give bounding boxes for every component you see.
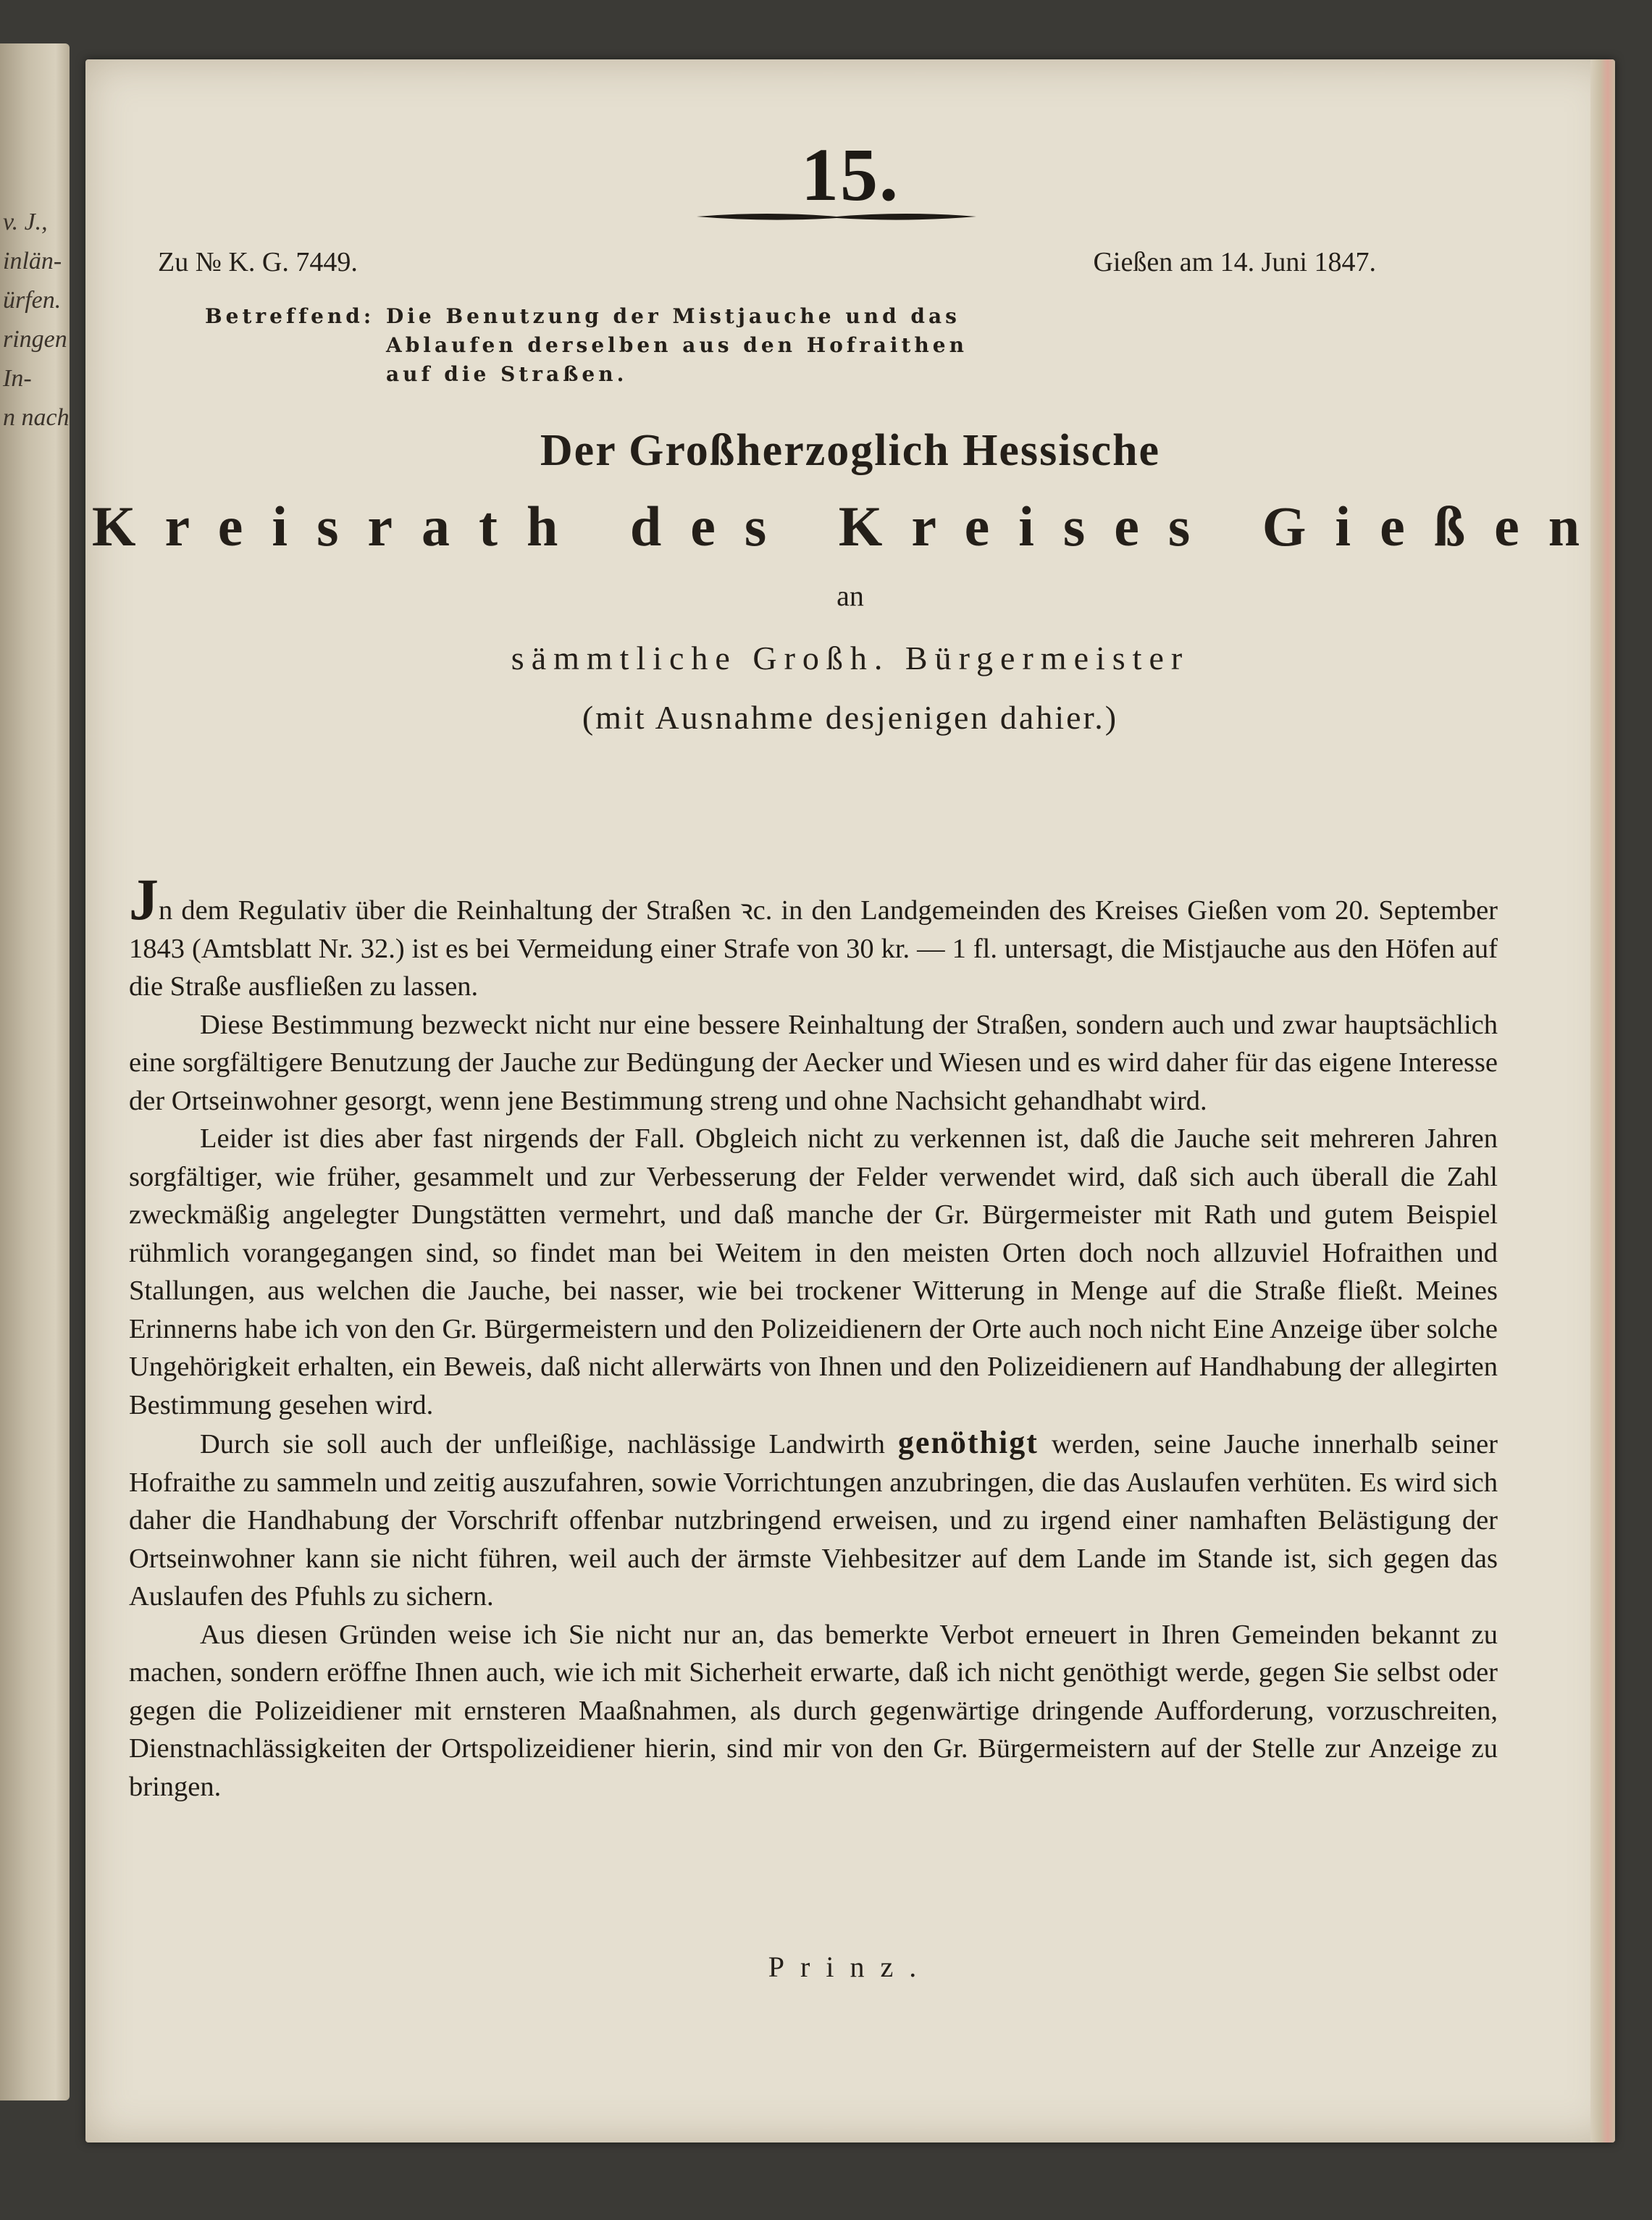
body-text bbox=[129, 866, 1498, 1806]
margin-fragment: In- bbox=[3, 365, 32, 392]
paragraph bbox=[129, 1424, 1498, 1616]
paragraph: Diese Bestimmung bezweckt nicht nur eine bessere Reinhaltung der Straßen, sondern auch und zwar hauptsächlich eine sorgfältigere Benutzung der Jauche zur Bedüngung der Aecker und Wiesen und es wird daher für das eigene Interesse der Ortseinwohner gesorgt, wenn jene Bestimmung streng und ohne Nachsicht gehandhabt wird. bbox=[129, 1009, 1498, 1116]
document-page bbox=[85, 59, 1615, 2142]
subject-label: Betreffend: bbox=[205, 304, 375, 328]
issue-number: 15. bbox=[801, 133, 900, 217]
subject-line: Die Benutzung der Mistjauche und das bbox=[386, 304, 960, 328]
addressee-connector: an bbox=[837, 579, 864, 612]
subject-line: Ablaufen derselben aus den Hofraithen bbox=[386, 333, 968, 357]
ornamental-rule bbox=[695, 202, 978, 231]
paragraph-text: werden, seine Jauche innerhalb seiner Hofraithe zu sammeln und zeitig auszufahren, sowie Vorrichtungen anzubringen, die das Auslaufen verhüten. Es wird sich daher die Handhabung der Vorschrift offenbar nutzbringend erweisen, und zu irgend einer namhaften Belästigung der Ortseinwohner kann sie nicht führen, weil auch der ärmste Viehbesitzer auf dem Lande im Stande ist, sich gegen das Auslaufen des Pfuhls zu sichern. bbox=[129, 1429, 1498, 1612]
margin-fragment: ürfen. bbox=[3, 287, 62, 314]
paragraph bbox=[129, 866, 1498, 1006]
recipients-exception: (mit Ausnahme desjenigen dahier.) bbox=[582, 699, 1119, 736]
reference-number: Zu № K. G. 7449. bbox=[158, 247, 358, 277]
subject-line: auf die Straßen. bbox=[386, 362, 628, 386]
recipients: sämmtliche Großh. Bürgermeister bbox=[511, 640, 1190, 677]
issuer-title: Der Großherzoglich Hessische bbox=[540, 426, 1161, 475]
margin-fragment: inlän- bbox=[3, 248, 62, 275]
page-edge bbox=[1590, 59, 1615, 2142]
issuer-name: Kreisrath des Kreises Gießen bbox=[91, 495, 1609, 558]
paragraph: Leider ist dies aber fast nirgends der Fall. Obgleich nicht zu verkennen ist, daß die Jauche seit mehreren Jahren sorgfältiger, wie früher, gesammelt und zur Verbesserung der Felder verwendet wird, daß sich auch überall die Zahl zweckmäßig angelegter Dungstätten vermehrt, und daß manche der Gr. Bürgermeister mit Rath und gutem Beispiel rühmlich vorangegangen sind, so findet man bei Weitem in den meisten Orten doch noch allzuviel Hofraithen und Stallungen, aus welchen die Jauche, bei nasser, wie bei trockener Witterung in Menge auf die Straße fließt. Meines Erinnerns habe ich von den Gr. Bürgermeistern und den Polizeidienern der Orte auch noch nicht Eine Anzeige über solche Ungehörigkeit erhalten, ein Beweis, daß nicht allerwärts von Ihnen und den Polizeidienern auf Handhabung der allegirten Bestimmung gesehen wird. bbox=[129, 1123, 1498, 1420]
paragraph-text: Durch sie soll auch der unfleißige, nachlässige Landwirth bbox=[200, 1429, 898, 1459]
drop-cap: J bbox=[129, 866, 159, 932]
previous-page-margin bbox=[0, 43, 70, 2100]
paragraph: Aus diesen Gründen weise ich Sie nicht nur an, das bemerkte Verbot erneuert in Ihren Gemeinden bekannt zu machen, sondern eröffne Ihnen auch, wie ich mit Sicherheit erwarte, daß ich nicht genöthigt werde, gegen Sie selbst oder gegen die Polizeidiener mit ernsteren Maaßnahmen, als durch gegenwärtige dringende Aufforderung, vorzuschreiten, Dienstnachlässigkeiten der Ortspolizeidiener hierin, sind mir von den Gr. Bürgermeistern auf der Stelle zur Anzeige zu bringen. bbox=[129, 1619, 1498, 1802]
paragraph-text: n dem Regulativ über die Reinhaltung der Straßen ꝛc. in den Landgemeinden des Kreises Gießen vom 20. September 1843 (Amtsblatt Nr. 32.) ist es bei Vermeidung einer Strafe von 30 kr. — 1 fl. untersagt, die Mistjauche aus den Höfen auf die Straße ausfließen zu lassen. bbox=[129, 895, 1498, 1002]
signature: Prinz. bbox=[768, 1951, 933, 1983]
emphasized-word: genöthigt bbox=[897, 1425, 1039, 1460]
place-date: Gießen am 14. Juni 1847. bbox=[1093, 247, 1376, 277]
margin-fragment: v. J., bbox=[3, 209, 48, 235]
margin-fragment: n nach bbox=[3, 404, 70, 431]
margin-fragment: ringen bbox=[3, 326, 67, 353]
